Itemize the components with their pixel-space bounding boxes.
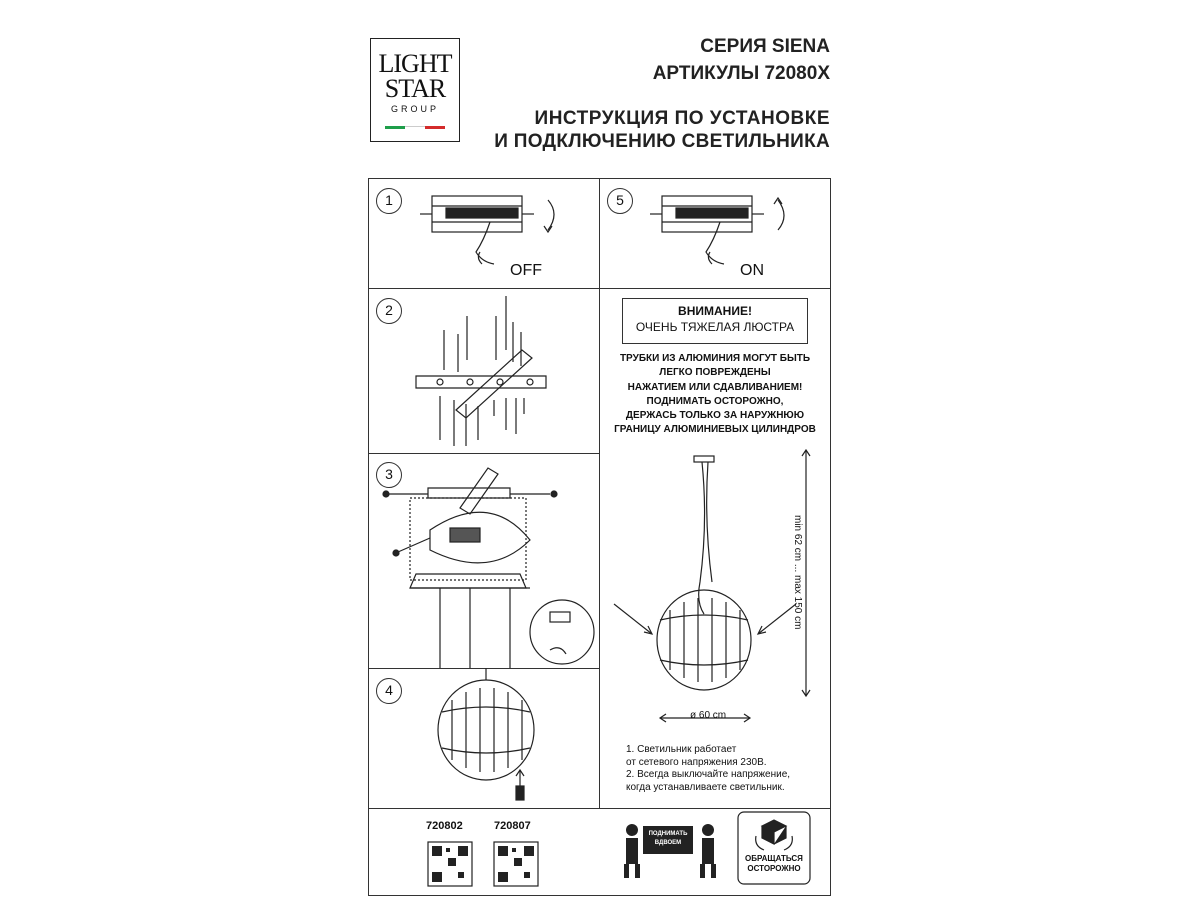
logo-line1: LIGHT (378, 49, 452, 78)
step-3-number: 3 (376, 462, 402, 488)
qr-code-icon (428, 842, 538, 886)
note-line: 1. Светильник работает (626, 744, 737, 755)
warning-box (622, 298, 808, 344)
logo-line2: STAR (384, 74, 446, 103)
circuit-breaker-icon (420, 196, 554, 264)
warning-line: ГРАНИЦУ АЛЮМИНИЕВЫХ ЦИЛИНДРОВ (614, 424, 816, 436)
instruction-title-line1: ИНСТРУКЦИЯ ПО УСТАНОВКЕ (534, 108, 830, 129)
note-line: когда устанавливаете светильник. (626, 781, 785, 793)
series-title: СЕРИЯ SIENA (700, 36, 830, 57)
warning-line: ТРУБКИ ИЗ АЛЮМИНИЯ МОГУТ БЫТЬ (619, 353, 811, 364)
articles-title: АРТИКУЛЫ 72080X (652, 63, 830, 84)
article-code: 720802 (426, 820, 463, 832)
ceiling-mount-icon (383, 468, 594, 668)
step-1-label: OFF (510, 262, 542, 279)
warning-title: ВНИМАНИЕ! (678, 304, 752, 318)
note-line: от сетевого напряжения 230В. (626, 756, 767, 768)
instruction-title-line2: И ПОДКЛЮЧЕНИЮ СВЕТИЛЬНИКА (494, 131, 830, 152)
note-line: 2. Всегда выключайте напряжение, (626, 769, 791, 780)
height-dimension: min 62 cm ... max 150 cm (792, 515, 803, 630)
step-5-label: ON (740, 262, 764, 279)
fragile-caption: ОБРАЩАТЬСЯ ОСТОРОЖНО (745, 854, 803, 873)
lift-caption: ПОДНИМАТЬ ВДВОЕМ (648, 831, 688, 846)
circuit-breaker-on-icon (650, 196, 784, 264)
mounting-bracket-icon (416, 296, 546, 446)
warning-text (605, 352, 825, 438)
step-2-number: 2 (376, 298, 402, 324)
notes (626, 744, 826, 794)
pendant-lamp-icon (438, 668, 534, 800)
warning-line: НАЖАТИЕМ ИЛИ СДАВЛИВАНИЕМ! (627, 381, 803, 393)
step-4-number: 4 (376, 678, 402, 704)
article-code: 720807 (494, 820, 531, 832)
warning-line: ПОДНИМАТЬ ОСТОРОЖНО, (646, 395, 784, 407)
warning-line: ДЕРЖАСЬ ТОЛЬКО ЗА НАРУЖНЮЮ (625, 410, 805, 422)
diameter-dimension: ø 60 cm (690, 710, 727, 721)
warning-subtitle: ОЧЕНЬ ТЯЖЕЛАЯ ЛЮСТРА (635, 320, 795, 334)
warning-line: ЛЕГКО ПОВРЕЖДЕНЫ (659, 367, 771, 379)
step-1-number: 1 (376, 188, 402, 214)
step-5-number: 5 (607, 188, 633, 214)
logo-line3: GROUP (390, 104, 439, 114)
chandelier-dimension-icon (614, 450, 810, 722)
